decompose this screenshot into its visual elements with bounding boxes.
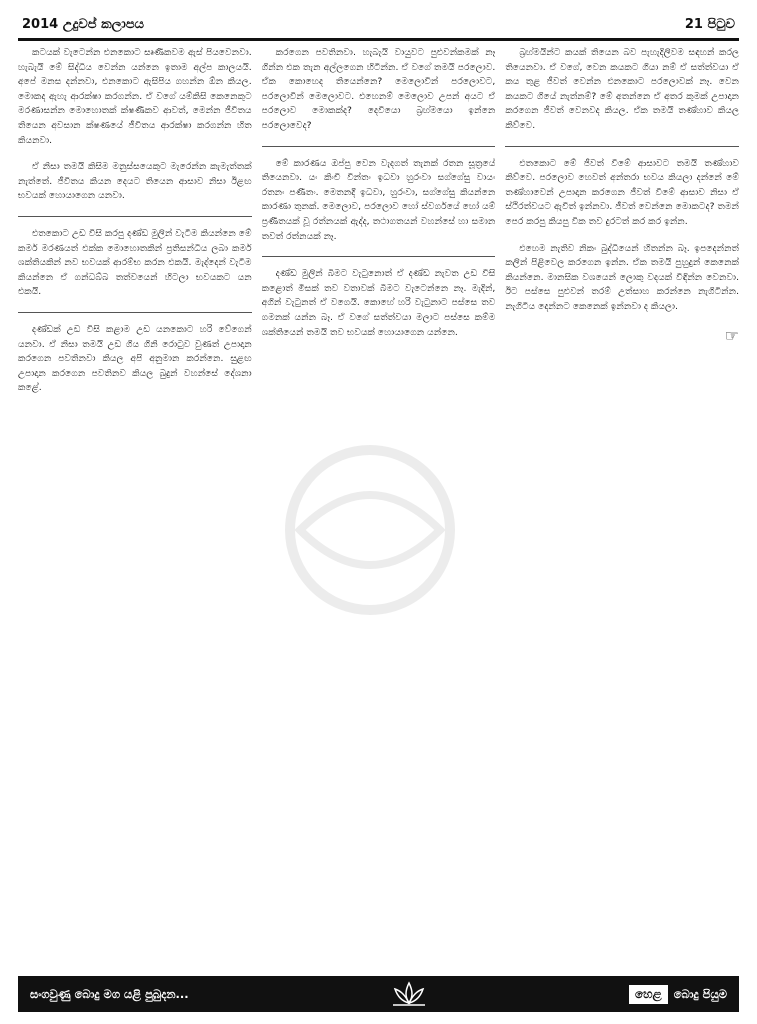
column-3 — [505, 46, 739, 964]
paragraph: කටයක් වැටෙන්න එනකොට සෘණිකවම ඇස් පියවෙනවා. හැබැයි මේ සිද්ධිය වෙන්න යන්නෙ ඉතාම අල්ප කාලයයි. අපේ මනස දන්නවා, එනකොට ඇසිපිය ගහන්න ඕන කියල. මොකද ඇහැ ආරක්ෂා කරගන්න. ඒ වගේ යම්කිසි කෙනෙකුට මරණාසන්න මොහොතක් ක්ෂණිකව ආවත්, මෙන්න ජීවිතය තියෙන අවසාන ක්ෂණයේ ජීවිතය ආරක්ෂා කරගන්න හිත කියනවා. — [18, 47, 252, 146]
paragraph: එතකොට මේ ජීවත් වීමේ ආසාවට තමයි තණ්හාව කිව්වෙ. පරලොව හෙවත් අන්තරා භවය කියලා දන්නේ මේ තණ්හාවෙන් උපාදාන කරගෙන ජීවත් වීමේ ආසාව නිසා ඒ ස්ථිරත්වයට ඇවිත් ඉන්නවා. ජීවත් වෙන්නෙ මොකටද? තමන් පෙර කරපු කියපු වික තව දුරටත් කර කර ඉන්න. — [505, 157, 740, 227]
page-header — [18, 10, 739, 41]
issue-label: 2014 උදුවප් කලාපය — [22, 16, 144, 32]
column-1 — [18, 46, 252, 964]
page-footer — [18, 976, 739, 1012]
column-2 — [262, 46, 496, 964]
divider — [18, 216, 252, 217]
paragraph: එහෙම නැතිව නිකං බුද්ධියෙන් හිතන්න බෑ. ඉපදෙන්නත් කලින් පිළිවෙල කරගෙන ඉන්න. ඒක තමයි පුහුදුන් කෙනෙක් කියන්නෙ. මානසික වශයෙන් ලොකු වදයක් විඳින්න වෙනවා. ඊට පස්සෙ පුළුවන් තරම් උත්සාහ කරන්නෙ නැගිටින්න. නැගිටිය දෙන්නට කෙනෙක් ඉන්නවා ද කියලා. — [505, 242, 740, 312]
paragraph: එතකොට උඩ විසි කරපු දණ්ඩ මුලින් වැටීම කියන්නෙ මේ කර්ම මරණයත් එක්ක මොහොතකින් ප්‍රතිසන්ධිය ලබා කර්ම ශක්තියකින් නව භවයක් ආරම්භ කරන එකයි. මැද්දෙන් වැටීම කියන්නෙ ඒ ගන්ධබ්බ තත්වයෙන් හිටලා භවයකට යන එකයි. — [18, 227, 252, 298]
paragraph: බ්‍රහ්මයින්ට කයක් තියෙන බව පැහැදිලිවම සඳහන් කරල තියෙනවා. ඒ වගේ, වෙන කයකට ගියා නම් ඒ සත්ත්වයා ඒ කය තුළ ජීවත් වෙන්න එනකොට පරලොවක් නෑ. වෙන කයකට ගියේ නැත්නම්? මේ අතන්නෙ ඒ අතර කුමක් උපාදාන කරගෙන ජීවත් වෙනවද කියල. ඒක තමයි තණ්හාව කියල කිව්වෙ. — [505, 47, 740, 131]
lotus-icon — [389, 981, 429, 1007]
footer-tagline: සංගවුණු බොදු මග යළි පුබුදන... — [30, 986, 189, 1001]
page-number: 21 පිටුව — [684, 16, 735, 32]
divider — [262, 146, 496, 147]
continue-arrow-icon: ☞ — [724, 325, 740, 345]
footer-brand — [629, 985, 727, 1004]
divider — [505, 146, 739, 147]
paragraph: කරගෙන පවතිනවා. හැබැයි වායුවට පුළුවන්කමක් නෑ ගින්න එක තැන අල්ලගෙන හිටින්න. ඒ වගේ තමයි පරලොව. ඒක කොහෙද තියෙන්නෙ? මෙලොවින් පරලොවට, පරලොවින් මෙලොවට. එහෙනම් මෙලොව උපන් අයට ඒ පරලොව මොකක්ද? දෙවියො බ්‍රහ්මයො ඉන්නෙ පරලොවෙද? — [261, 47, 496, 131]
article-body — [18, 46, 739, 964]
paragraph: මේ කාරණය ඔප්පු වෙන වැදගත් තැනක් රතන සූත්‍රයේ තියෙනවා. යං කිංචි වින්තං ඉධවා හුරංවා සග්ගේසු වායං රතනං පණීතං. මෙතනදී ඉධවා, හුරංවා, සග්ගේසු කියන්නෙ කාරණා තුනක්. මෙලොව, පරලොව හෝ ස්වර්ගයේ හෝ යම් ප්‍රණීතයක් වූ රත්නයක් ඇද්ද, තථාගතයන් වහන්සේ හා සමාන තවත් රත්නයක් නෑ. — [261, 157, 496, 242]
divider — [262, 256, 496, 257]
paragraph: ඒ නිසා තමයි කිසිම මනුස්සයෙකුට මැරෙන්න කැමැත්තක් නැත්තේ. ජීවිතය කියන දෙයට තියෙන ආසාව නිසා ඊළඟ භවයක් හොයාගෙන යනවා. — [18, 161, 252, 202]
divider — [18, 312, 252, 313]
paragraph: දණ්ඩක් උඩ විසි කළාම උඩ යනකොට හරි වේගෙන් යනවා. ඒ නිසා තමයි උඩ ගිය ගිනි රොටුව වුණත් උපාදාන කරගෙන පවතිනවා කියල අපි අනුමාන කරන්නෙ. සුළඟ උපාදාන කරගෙන පවතිනව කියල බුදුන් වහන්සේ දේශනා කළේ. — [18, 323, 252, 394]
brand-subtitle: බොදු පියුම — [673, 986, 727, 1001]
paragraph: දණ්ඩ මුලින් බිමට වැටුනොත් ඒ දණ්ඩ නැවත උඩ විසි කළොත් මිසක් තව වතාවක් බිමට වැටෙන්නෙ නෑ. මැදින්, අගින් වැටුනත් ඒ වගෙයි. කොහේ හරි වැටුනාට පස්සෙ තව ගමනක් යන්න බෑ. ඒ වගේ සත්ත්වයා මලාට පස්සෙ කම්ම ශක්තියෙන් තමයි තව භවයක් හොයාගෙන යන්නෙ. — [261, 268, 496, 338]
brand-name: හෙළ — [629, 985, 668, 1004]
